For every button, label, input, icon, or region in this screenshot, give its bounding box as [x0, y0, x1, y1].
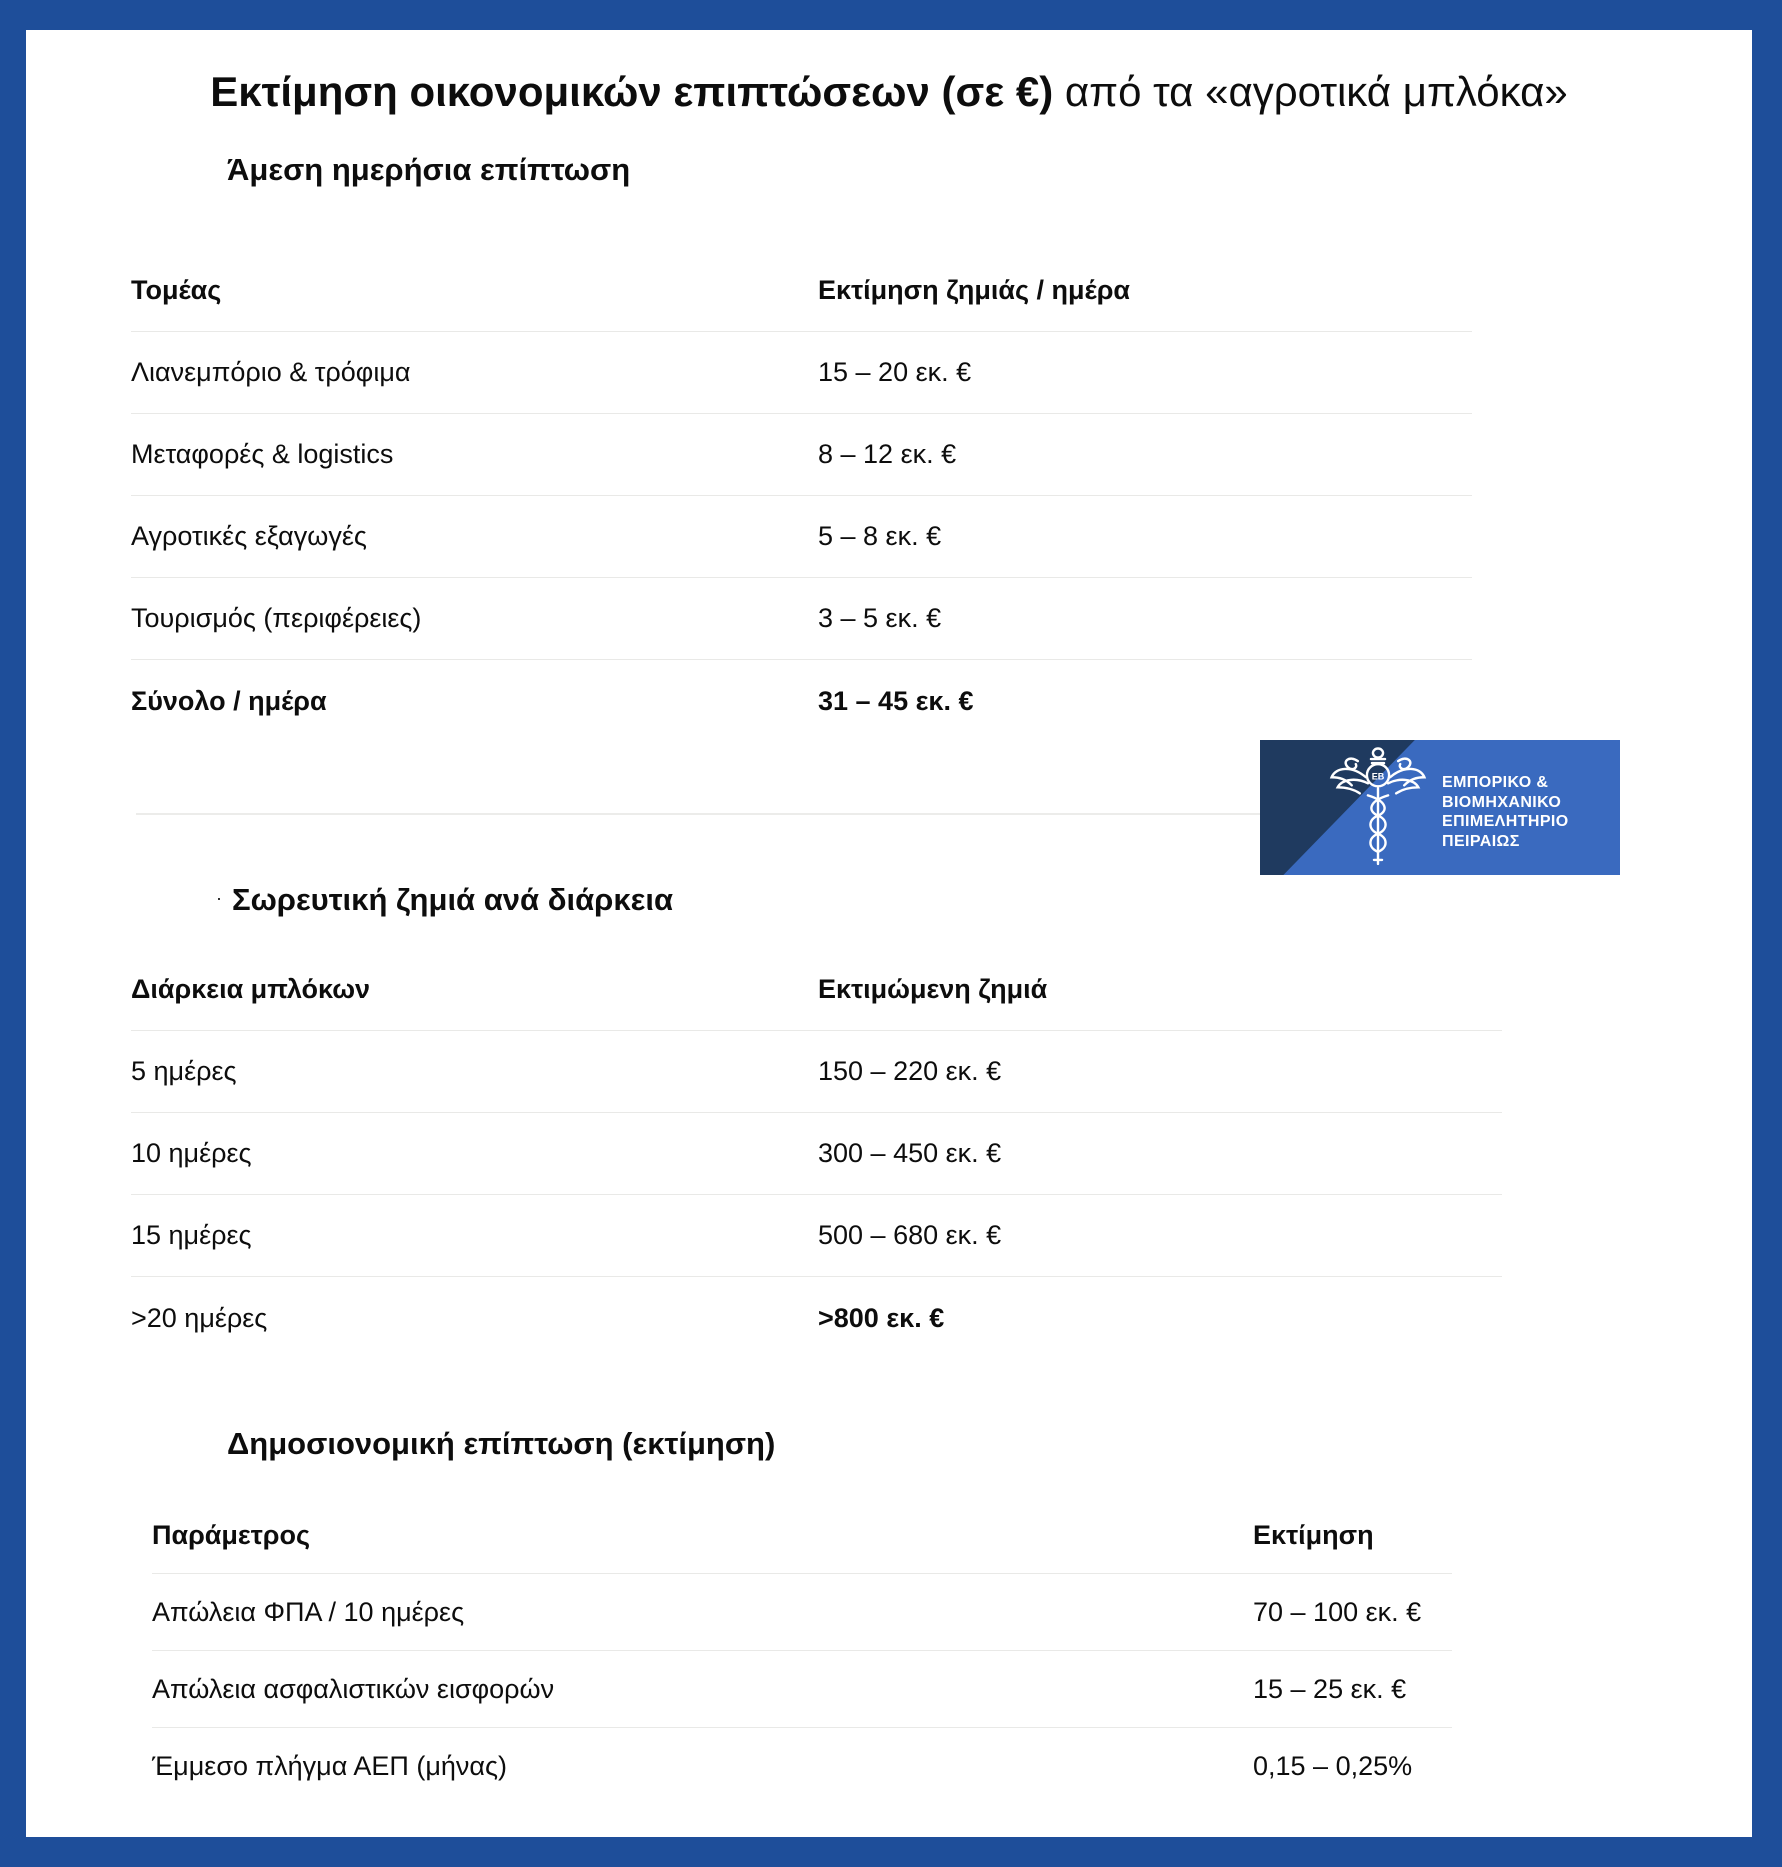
table-header-row [152, 1497, 1452, 1574]
row-value: 70 – 100 εκ. € [1253, 1596, 1422, 1627]
table-row [131, 332, 1472, 414]
fiscal-impact-table [152, 1497, 1452, 1805]
row-value: 15 – 25 εκ. € [1253, 1673, 1407, 1704]
row-value: >800 εκ. € [818, 1302, 945, 1333]
row-label: Σύνολο / ημέρα [131, 685, 327, 716]
svg-text:EB: EB [1371, 771, 1385, 782]
section-heading-cumulative-damage-text: Σωρευτική ζημιά ανά διάρκεια [232, 882, 674, 917]
row-value: 8 – 12 εκ. € [818, 439, 957, 469]
row-label: 15 ημέρες [131, 1220, 252, 1250]
logo-line: ΕΠΙΜΕΛΗΤΗΡΙΟ [1442, 813, 1569, 830]
row-value: 500 – 680 εκ. € [818, 1220, 1002, 1250]
row-value: 5 – 8 εκ. € [818, 521, 942, 551]
row-value: 31 – 45 εκ. € [818, 685, 974, 716]
table-row [131, 578, 1472, 660]
row-label: Μεταφορές & logistics [131, 439, 394, 469]
column-header-estimate: Εκτίμηση [1253, 1519, 1374, 1550]
chamber-logo-text [1442, 773, 1569, 851]
row-label: Λιανεμπόριο & τρόφιμα [131, 357, 411, 387]
table-row [131, 496, 1472, 578]
page-title-suffix: από τα «αγροτικά μπλόκα» [1053, 68, 1568, 115]
section-heading-daily-impact-text: Άμεση ημερήσια επίπτωση [227, 152, 631, 187]
cumulative-damage-table [131, 949, 1502, 1359]
table-row [131, 1031, 1502, 1113]
page-title-main: Εκτίμηση οικονομικών επιπτώσεων (σε €) [210, 68, 1054, 115]
table-row [131, 1277, 1502, 1359]
table-row [152, 1574, 1452, 1651]
table-header-row [131, 250, 1472, 332]
table-row [152, 1651, 1452, 1728]
row-label: Έμμεσο πλήγμα ΑΕΠ (μήνας) [152, 1751, 508, 1781]
row-label: Τουρισμός (περιφέρειες) [131, 603, 422, 633]
row-value: 3 – 5 εκ. € [818, 603, 942, 633]
row-value: 0,15 – 0,25% [1253, 1751, 1413, 1781]
table-row [131, 1195, 1502, 1277]
column-header-sector: Τομέας [131, 275, 222, 305]
table-row-total [131, 660, 1472, 742]
logo-line: ΕΜΠΟΡΙΚΟ & [1442, 774, 1549, 791]
page-title [26, 66, 1752, 118]
row-value: 150 – 220 εκ. € [818, 1056, 1002, 1086]
column-header-damage-per-day: Εκτίμηση ζημιάς / ημέρα [818, 275, 1131, 305]
table-row [131, 1113, 1502, 1195]
logo-line: ΒΙΟΜΗΧΑΝΙΚΟ [1442, 793, 1562, 811]
table-row [152, 1728, 1452, 1805]
row-label: 10 ημέρες [131, 1138, 252, 1168]
logo-line: ΠΕΙΡΑΙΩΣ [1442, 832, 1520, 850]
table-header-row [131, 949, 1502, 1031]
row-label: Απώλεια ΦΠΑ / 10 ημέρες [152, 1596, 465, 1627]
section-heading-cumulative-damage [216, 878, 673, 920]
column-header-parameter: Παράμετρος [152, 1519, 311, 1550]
section-heading-fiscal-impact [227, 1424, 775, 1464]
section-heading-daily-impact [227, 150, 630, 190]
table-row [131, 414, 1472, 496]
row-label: Απώλεια ασφαλιστικών εισφορών [152, 1673, 555, 1704]
column-header-estimated-damage: Εκτιμώμενη ζημιά [818, 974, 1048, 1004]
section-heading-fiscal-impact-text: Δημοσιονομική επίπτωση (εκτίμηση) [227, 1426, 776, 1461]
row-value: 300 – 450 εκ. € [818, 1138, 1002, 1168]
row-value: 15 – 20 εκ. € [818, 357, 972, 387]
row-label: Αγροτικές εξαγωγές [131, 521, 367, 551]
chamber-logo [1260, 740, 1620, 875]
row-label: >20 ημέρες [131, 1302, 268, 1333]
row-label: 5 ημέρες [131, 1056, 237, 1086]
daily-impact-table [131, 250, 1472, 742]
heading-bullet: · [216, 888, 222, 908]
document-page [26, 30, 1752, 1837]
caduceus-icon [1326, 747, 1430, 868]
column-header-duration: Διάρκεια μπλόκων [131, 974, 371, 1004]
